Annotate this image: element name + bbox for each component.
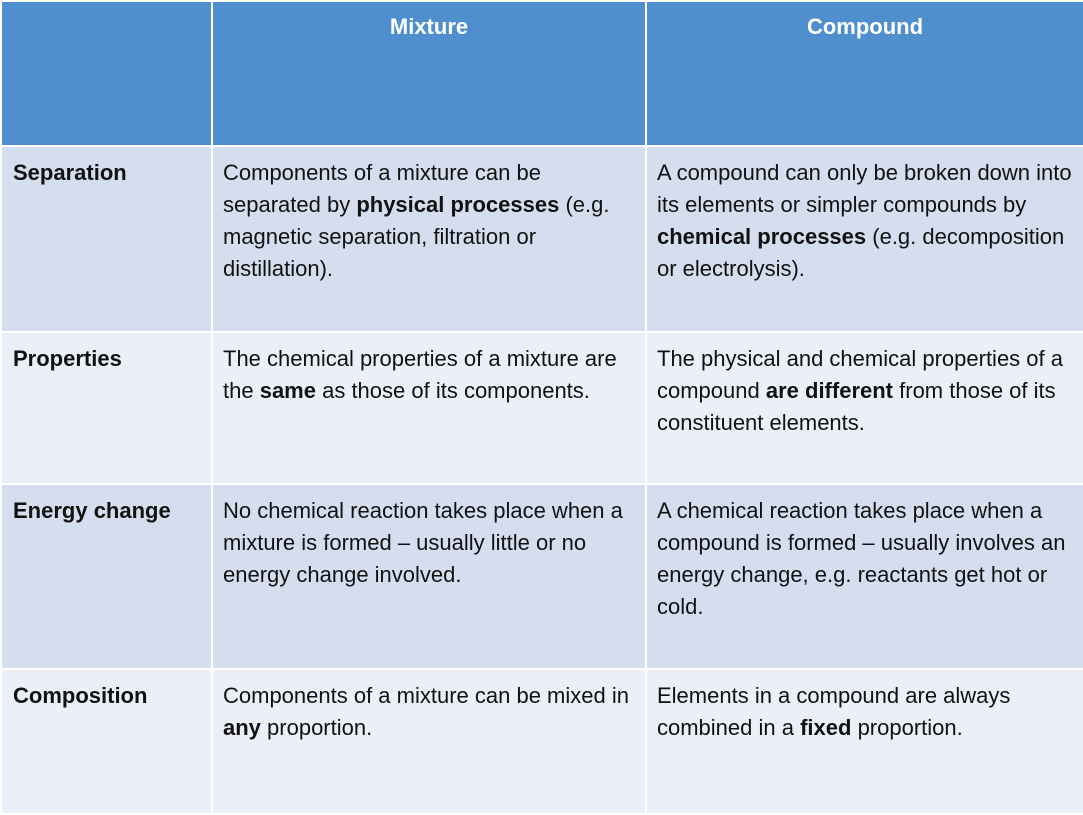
row-label-properties: Properties <box>1 332 212 484</box>
compound-composition-cell <box>646 669 1083 814</box>
cell-text: The physical and chemical properties of a compound <box>657 346 1063 403</box>
cell-text: as those of its components. <box>315 378 590 403</box>
cell-text: A chemical reaction takes place when a compound is formed – usually involves an energy change, e.g. reactants get hot or cold. <box>657 498 1066 619</box>
cell-text-bold: chemical processes <box>657 224 867 249</box>
mixture-properties-cell <box>212 332 646 484</box>
mixture-composition-cell <box>212 669 646 814</box>
row-label-separation: Separation <box>1 146 212 332</box>
header-compound: Compound <box>646 1 1083 146</box>
cell-text: from those of its constituent elements. <box>657 378 1056 435</box>
cell-text: (e.g. magnetic separation, filtration or distillation). <box>223 192 610 281</box>
table-row-properties <box>1 332 1083 484</box>
table-row-energy-change <box>1 484 1083 669</box>
header-mixture: Mixture <box>212 1 646 146</box>
cell-text: No chemical reaction takes place when a mixture is formed – usually little or no energy change involved. <box>223 498 623 587</box>
cell-text: Components of a mixture can be mixed in <box>223 683 629 708</box>
cell-text-bold: same <box>259 378 316 403</box>
mixture-separation-cell <box>212 146 646 332</box>
cell-text-bold: fixed <box>800 715 852 740</box>
cell-text-bold: are different <box>765 378 894 403</box>
cell-text: proportion. <box>851 715 963 740</box>
row-label-composition: Composition <box>1 669 212 814</box>
cell-text: (e.g. decomposition or electrolysis). <box>657 224 1065 281</box>
cell-text: Components of a mixture can be separated by <box>223 160 541 217</box>
header-row <box>1 1 1083 146</box>
header-corner-cell <box>1 1 212 146</box>
cell-text: A compound can only be broken down into its elements or simpler compounds by <box>657 160 1072 217</box>
cell-text-bold: physical processes <box>356 192 560 217</box>
compound-separation-cell <box>646 146 1083 332</box>
cell-text-bold: any <box>223 715 261 740</box>
cell-text: proportion. <box>260 715 373 740</box>
compound-properties-cell <box>646 332 1083 484</box>
table-row-separation <box>1 146 1083 332</box>
row-label-energy-change: Energy change <box>1 484 212 669</box>
cell-text: Elements in a compound are always combined in a <box>657 683 1011 740</box>
mixture-energy-change-cell <box>212 484 646 669</box>
cell-text: The chemical properties of a mixture are the <box>223 346 617 403</box>
table-row-composition <box>1 669 1083 814</box>
compound-energy-change-cell <box>646 484 1083 669</box>
